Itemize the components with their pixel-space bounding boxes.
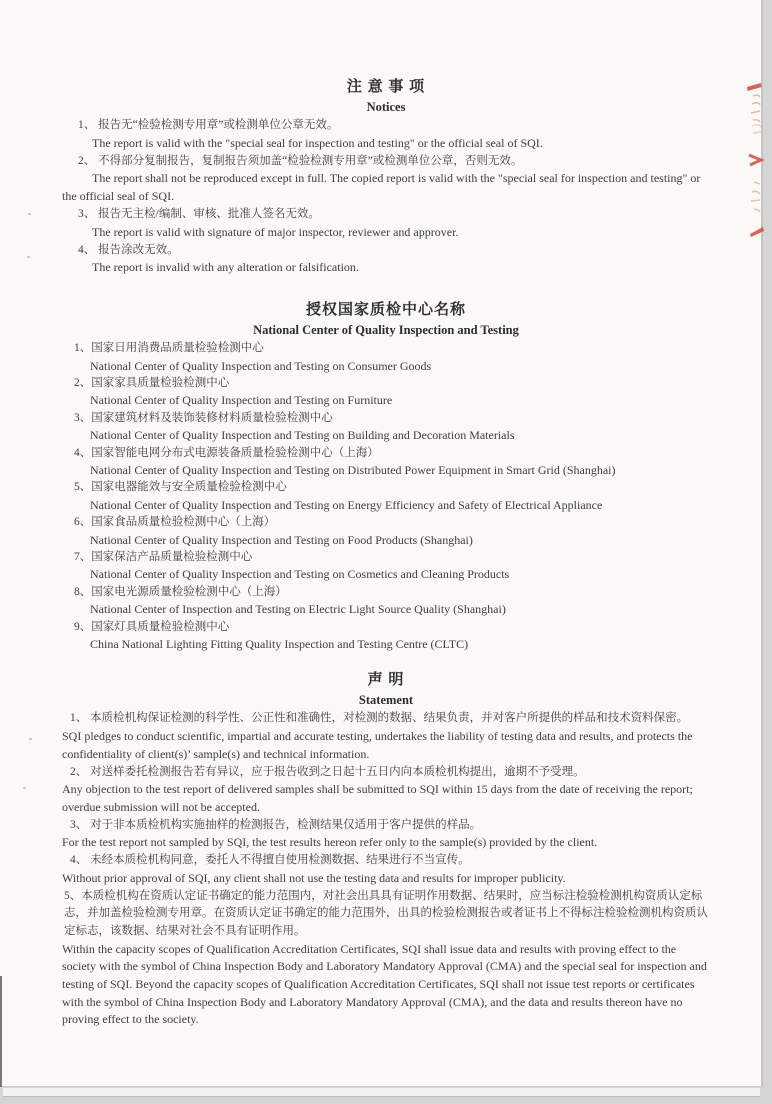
statement-section — [62, 653, 710, 1029]
statement-item-3-en: For the test report not sampled by SQI, the test results hereon refer only to the sample(s) provided by the client. — [62, 835, 598, 850]
under-sheet-edge — [3, 1088, 760, 1097]
notice-item-3-zh: 3、 报告无主检/编制、审核、批准人签名无效。 — [78, 207, 320, 220]
notice-item-3-en: The report is valid with signature of major inspector, reviewer and approver. — [92, 224, 459, 239]
statement-title-en: Statement — [358, 693, 414, 708]
center-item-9-en: China National Lighting Fitting Quality Inspection and Testing Centre (CLTC) — [90, 637, 469, 652]
dust-speck — [27, 256, 30, 258]
statement-item-5-zh: 5、本质检机构在资质认定证书确定的能力范围内，对社会出具具有证明作用数据、结果时，应当标注检验检测机构资质认定标志，并加盖检验检测专用章。在资质认定证书确定的能力范围外，出具的检验检测报告或者证书上不得标注检验检测机构资质认定标志，该数据、结果对社会不具有证明作用。 — [64, 889, 708, 937]
statement-item-1-zh: 1、 本质检机构保证检测的科学性、公正性和准确性，对检测的数据、结果负责，并对客户所提供的样品和技术资料保密。 — [70, 712, 689, 725]
center-item-6-en: National Center of Quality Inspection and Testing on Food Products (Shanghai) — [90, 532, 473, 547]
statement-item-2-zh: 2、 对送样委托检测报告若有异议，应于报告收到之日起十五日内向本质检机构提出，逾期不予受理。 — [70, 765, 585, 778]
notices-title-en: Notices — [366, 100, 406, 114]
center-item-8-en: National Center of Inspection and Testing on Electric Light Source Quality (Shanghai) — [90, 602, 506, 617]
statement-item-4-en: Without prior approval of SQI, any client shall not use the testing data and results for improper publicity. — [62, 870, 566, 885]
center-item-1-zh: 1、国家日用消费品质量检验检测中心 — [74, 342, 264, 355]
page-content — [62, 0, 710, 1029]
center-item-5-zh: 5、国家电器能效与安全质量检验检测中心 — [74, 481, 287, 494]
statement-item-1-en: SQI pledges to conduct scientific, impartial and accurate testing, undertakes the liability of testing data and results, and protects the confidentiality of client(s)’ sample(s) and technical information. — [62, 729, 693, 761]
red-ink-scribble-2 — [752, 125, 761, 133]
statement-item-4-zh: 4、 未经本质检机构同意，委托人不得擅自使用检测数据、结果进行不当宣传。 — [70, 854, 470, 867]
notice-item-4-zh: 4、 报告涂改无效。 — [78, 243, 179, 256]
dust-speck — [29, 738, 32, 740]
center-item-2-en: National Center of Quality Inspection and Testing on Furniture — [90, 393, 393, 408]
notice-item-1-en: The report is valid with the "special seal for inspection and testing" or the official seal of SQI. — [92, 135, 543, 150]
center-item-8-zh: 8、国家电光源质量检验检测中心（上海） — [74, 585, 287, 598]
page-edge-shadow — [0, 976, 2, 1087]
dust-speck — [23, 787, 26, 789]
center-item-6-zh: 6、国家食品质量检验检测中心（上海） — [74, 516, 276, 529]
centers-title-en: National Center of Quality Inspection and Testing — [253, 323, 519, 338]
notices-title-zh: 注 意 事 项 — [346, 79, 426, 95]
center-item-1-en: National Center of Quality Inspection and Testing on Consumer Goods — [90, 358, 432, 373]
red-ink-dash — [750, 227, 764, 237]
center-item-9-zh: 9、国家灯具质量检验检测中心 — [74, 620, 230, 633]
dust-speck — [28, 213, 31, 215]
center-item-7-en: National Center of Quality Inspection and Testing on Cosmetics and Cleaning Products — [90, 567, 510, 582]
red-ink-chevron — [749, 155, 761, 165]
center-item-7-zh: 7、国家保洁产品质量检验检测中心 — [74, 551, 253, 564]
red-ink-bar — [747, 83, 762, 91]
notice-item-1-zh: 1、 报告无“检验检测专用章”或检测单位公章无效。 — [78, 119, 339, 131]
statement-title-zh: 声 明 — [367, 672, 405, 689]
center-item-4-en: National Center of Quality Inspection and Testing on Distributed Power Equipment in Smart Grid (Shanghai) — [90, 463, 616, 478]
notice-item-2-en: The report shall not be reproduced except in full. The copied report is valid with the "special seal for inspection and testing" or the official seal of SQI. — [62, 171, 701, 204]
center-item-3-en: National Center of Quality Inspection and Testing on Building and Decoration Materials — [90, 428, 515, 443]
center-item-2-zh: 2、国家家具质量检验检测中心 — [74, 376, 230, 389]
centers-title-zh: 授权国家质检中心名称 — [305, 302, 466, 319]
center-item-5-en: National Center of Quality Inspection and Testing on Energy Efficiency and Safety of Electrical Appliance — [90, 497, 603, 512]
notices-section — [62, 0, 710, 277]
notice-item-2-zh: 2、 不得部分复制报告，复制报告须加盖“检验检测专用章”或检测单位公章，否则无效。 — [78, 154, 523, 167]
notice-item-4-en: The report is invalid with any alteration or falsification. — [92, 260, 359, 275]
red-ink-scribble-bottom — [751, 182, 760, 212]
center-item-3-zh: 3、国家建筑材料及装饰装修材料质量检验检测中心 — [74, 411, 333, 424]
statement-item-3-zh: 3、 对于非本质检机构实施抽样的检测报告，检测结果仅适用于客户提供的样品。 — [70, 818, 482, 831]
red-ink-scribble-top — [751, 95, 760, 122]
statement-item-5-en: Within the capacity scopes of Qualification Accreditation Certificates, SQI shall issue data and results with proving effect to the society with the symbol of China Inspection Body and Laboratory Mandatory Approval (CMA) and the special seal for inspection and testing of SQI. Beyond the capacity scopes of Qualification Accreditation Certificates, SQI shall not issue test reports or certificates with the symbol of China Inspection Body and Laboratory Mandatory Approval (CMA), and the data and results thereon have no proving effect to the society. — [62, 941, 707, 1027]
red-ink-marks — [740, 78, 770, 243]
statement-item-2-en: Any objection to the test report of delivered samples shall be submitted to SQI within 15 days from the date of receiving the report; overdue submission will not be accepted. — [62, 782, 693, 814]
centers-section — [62, 277, 710, 653]
center-item-4-zh: 4、国家智能电网分布式电源装备质量检验检测中心（上海） — [74, 446, 379, 459]
